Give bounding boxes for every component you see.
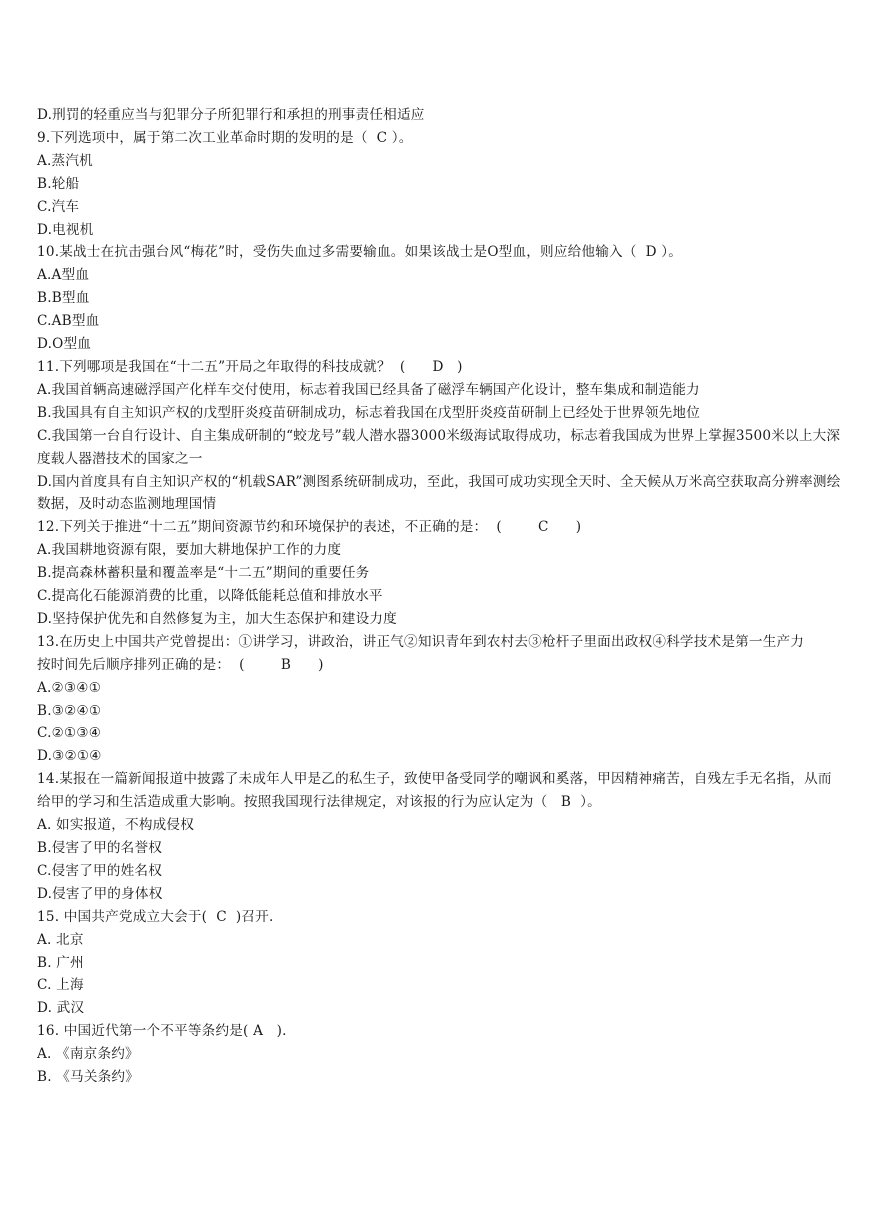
option-line: C.汽车 bbox=[37, 198, 80, 215]
option-line: D.国内首度具有自主知识产权的“机载SAR”测图系统研制成功，至此，我国可成功实现全天时、全天候从万米高空获取高分辨率测绘数据，及时动态监测地理国情 bbox=[37, 473, 841, 513]
option-line: C.提高化石能源消费的比重，以降低能耗总值和排放水平 bbox=[37, 588, 383, 605]
exam-text-body bbox=[37, 104, 843, 1089]
option-line: C.②①③④ bbox=[37, 725, 102, 742]
option-line: A.我国首辆高速磁浮国产化样车交付使用，标志着我国已经具备了磁浮车辆国产化设计，整车集成和制造能力 bbox=[37, 381, 700, 398]
option-line: A.A型血 bbox=[37, 267, 90, 284]
option-line: B.侵害了甲的名誉权 bbox=[37, 840, 163, 856]
option-line: D. 武汉 bbox=[37, 1000, 85, 1017]
option-line: C.AB型血 bbox=[37, 313, 100, 330]
option-line: B. 《马关条约》 bbox=[37, 1069, 139, 1086]
question-16: 16. 中国近代第一个不平等条约是( A ). bbox=[37, 1023, 287, 1040]
option-line: B.B型血 bbox=[37, 290, 90, 307]
question-12: 12.下列关于推进“十二五”期间资源节约和环境保护的表述，不正确的是： ( C ) bbox=[37, 519, 582, 536]
option-line: A.②③④① bbox=[37, 679, 102, 696]
question-11: 11.下列哪项是我国在“十二五”开局之年取得的科技成就？ ( D ) bbox=[37, 358, 463, 375]
question-10: 10.某战士在抗击强台风“梅花”时，受伤失血过多需要输血。如果该战士是O型血，则应给他输入（ D ）。 bbox=[37, 244, 683, 261]
option-line: A.我国耕地资源有限，要加大耕地保护工作的力度 bbox=[37, 542, 342, 559]
question-13-prompt: 按时间先后顺序排列正确的是： ( B ) bbox=[37, 656, 324, 673]
question-9: 9.下列选项中，属于第二次工业革命时期的发明的是（ C ）。 bbox=[37, 129, 413, 146]
option-line: D.坚持保护优先和自然修复为主，加大生态保护和建设力度 bbox=[37, 610, 397, 627]
option-line: A. 北京 bbox=[37, 931, 84, 948]
option-line: C.我国第一台自行设计、自主集成研制的“蛟龙号”载人潜水器3000米级海试取得成功，标志着我国成为世界上掌握3500米以上大深度载人器潜技术的国家之一 bbox=[37, 427, 841, 467]
option-line: D.侵害了甲的身体权 bbox=[37, 885, 163, 902]
option-line: C. 上海 bbox=[37, 977, 84, 994]
option-line: B.③②④① bbox=[37, 702, 102, 719]
option-line: B. 广州 bbox=[37, 954, 84, 971]
option-line: B.提高森林蓄积量和覆盖率是“十二五”期间的重要任务 bbox=[37, 565, 370, 582]
option-line: D.电视机 bbox=[37, 221, 94, 238]
option-line: D.③②①④ bbox=[37, 748, 102, 765]
option-line: D.O型血 bbox=[37, 336, 92, 353]
option-line: B.轮船 bbox=[37, 175, 80, 192]
option-line: D.刑罚的轻重应当与犯罪分子所犯罪行和承担的刑事责任相适应 bbox=[37, 107, 425, 123]
question-14: 14.某报在一篇新闻报道中披露了未成年人甲是乙的私生子，致使甲备受同学的嘲讽和奚落，甲因精神痛苦，自残左手无名指，从而给甲的学习和生活造成重大影响。按照我国现行法律规定，对该报的行为应认定为（ B ）。 bbox=[37, 771, 832, 811]
option-line: C.侵害了甲的姓名权 bbox=[37, 862, 162, 879]
question-13: 13.在历史上中国共产党曾提出：①讲学习，讲政治，讲正气②知识青年到农村去③枪杆子里面出政权④科学技术是第一生产力 bbox=[37, 633, 805, 650]
question-15: 15. 中国共产党成立大会于( C )召开. bbox=[37, 908, 274, 925]
option-line: A.蒸汽机 bbox=[37, 152, 93, 169]
option-line: A. 《南京条约》 bbox=[37, 1046, 139, 1063]
option-line: A. 如实报道，不构成侵权 bbox=[37, 817, 194, 834]
option-line: B.我国具有自主知识产权的戊型肝炎疫苗研制成功，标志着我国在戊型肝炎疫苗研制上已经处于世界领先地位 bbox=[37, 404, 701, 421]
